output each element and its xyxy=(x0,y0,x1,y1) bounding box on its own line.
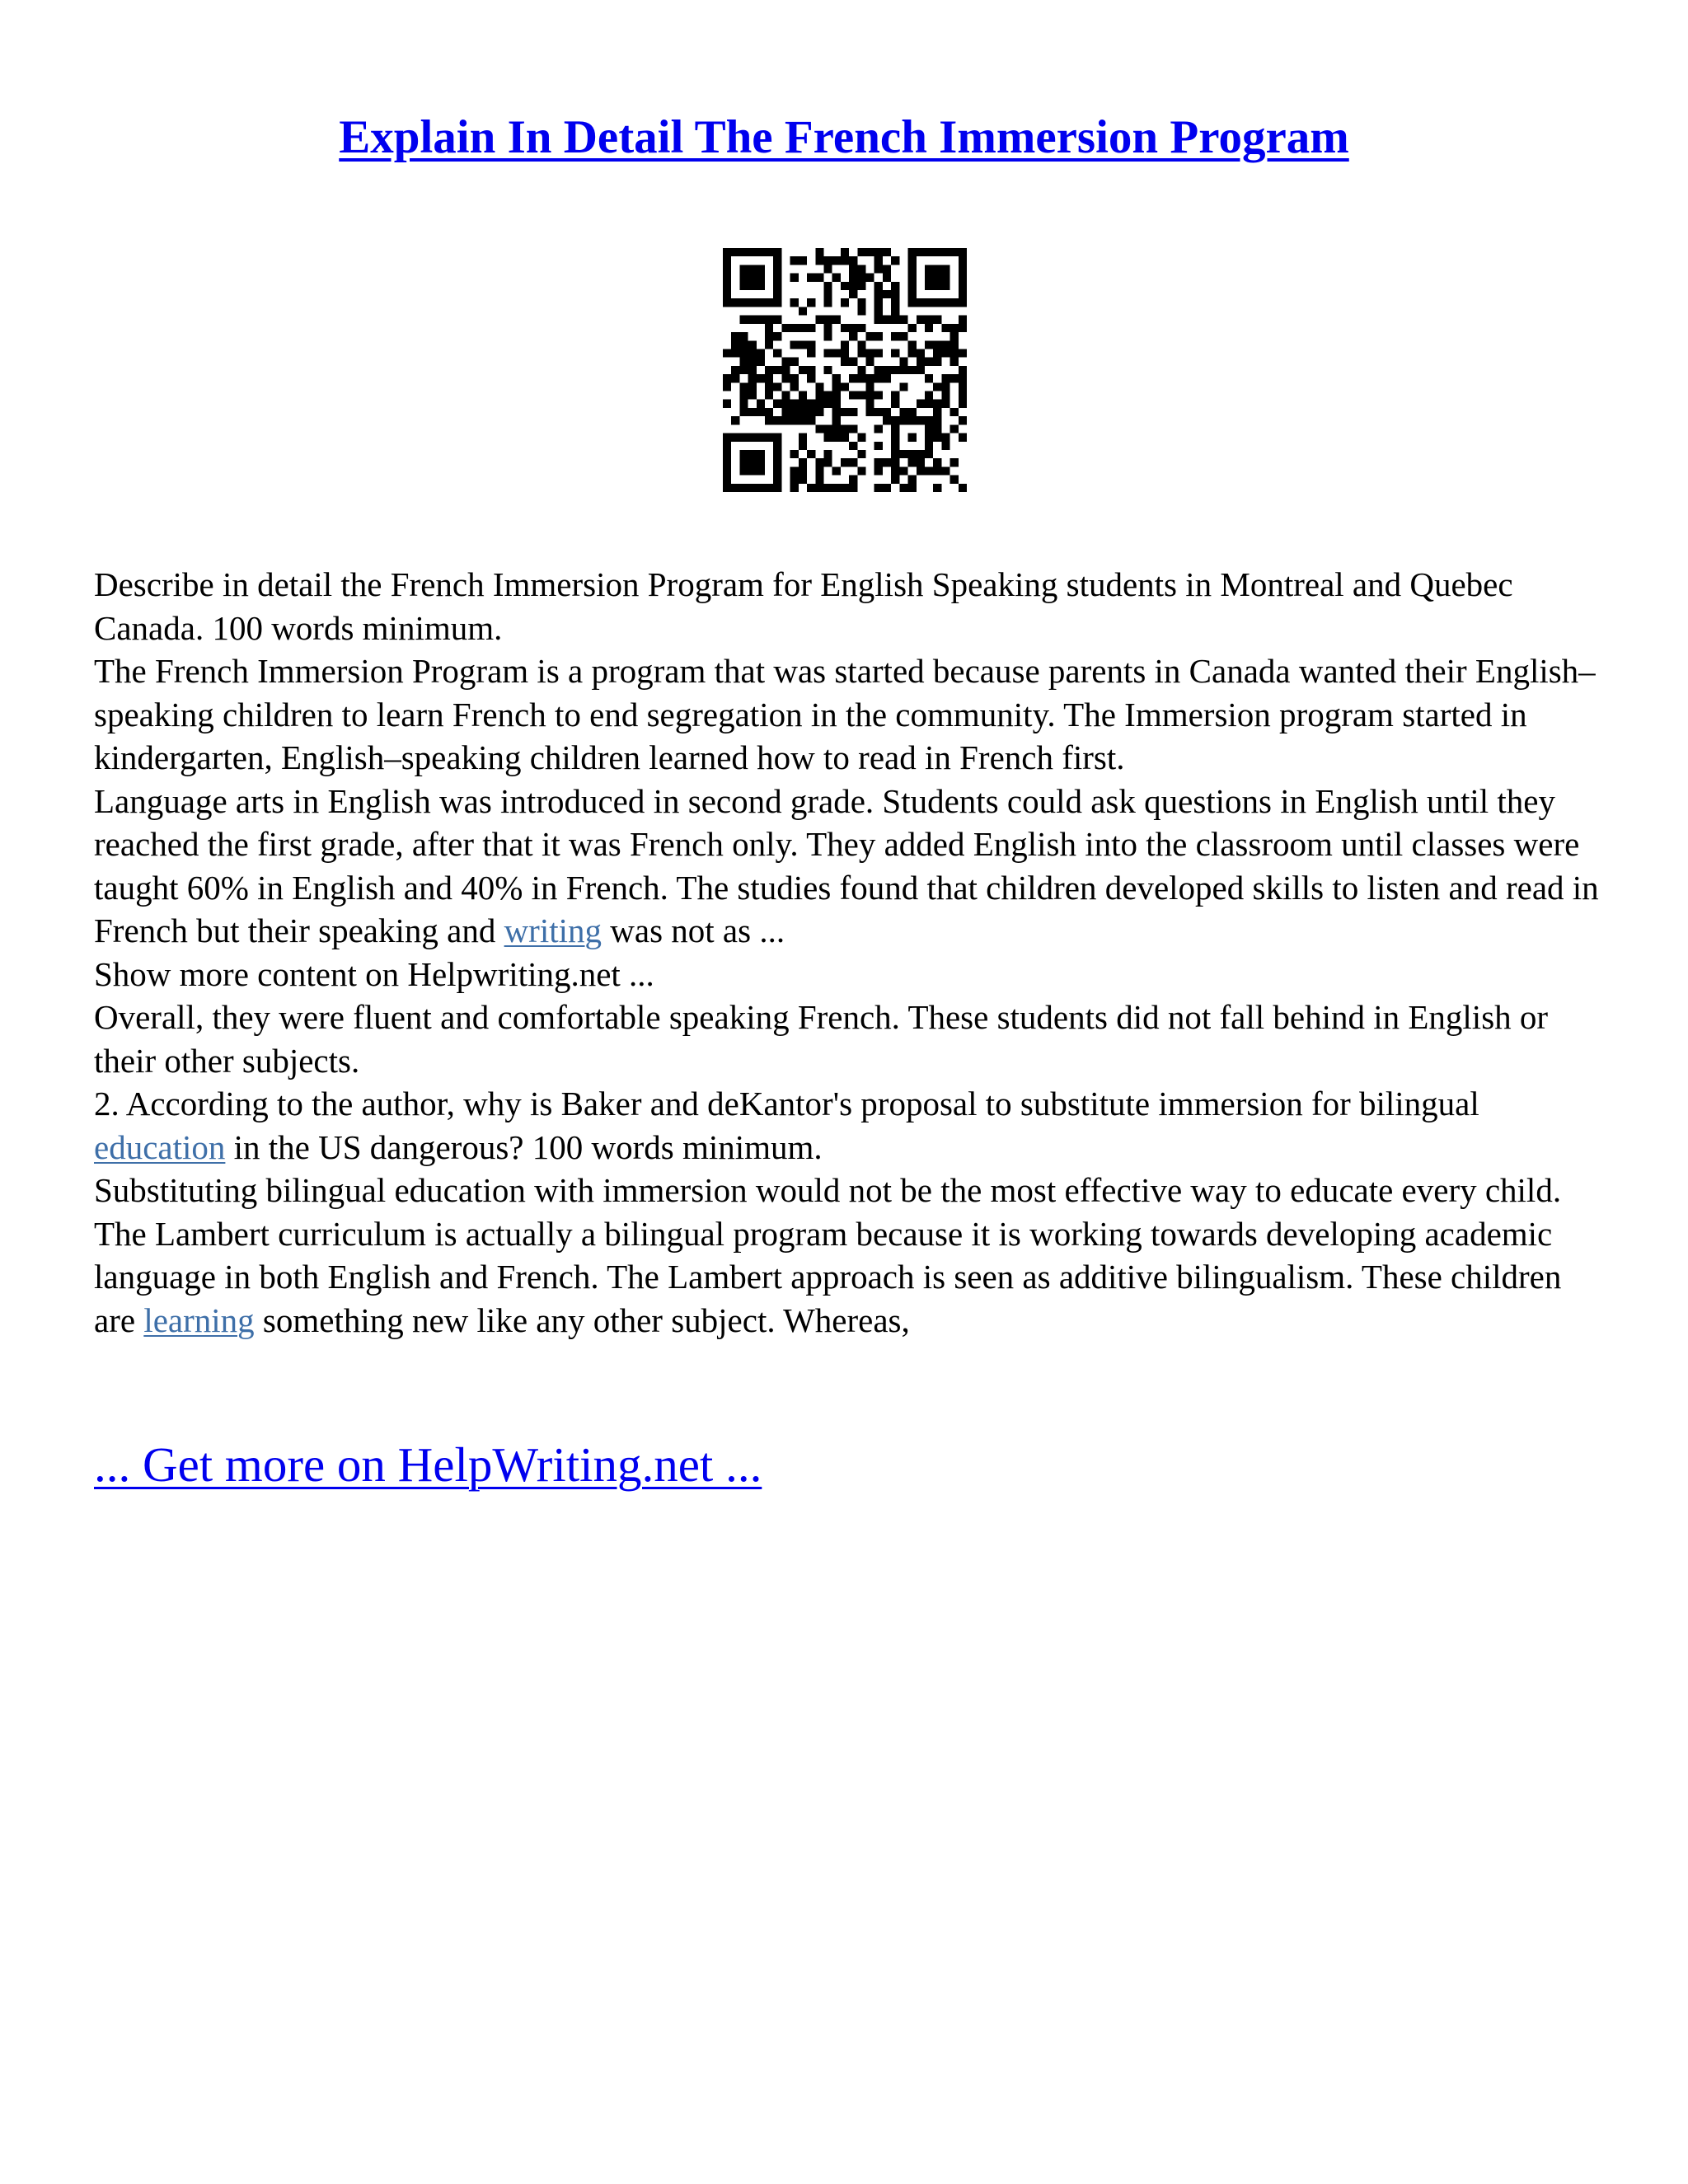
paragraph-text: in the US dangerous? 100 words minimum. xyxy=(225,1127,823,1166)
learning-link[interactable]: learning xyxy=(143,1301,255,1339)
paragraph xyxy=(94,1169,1611,1342)
paragraph xyxy=(94,780,1611,953)
qr-code xyxy=(723,248,967,492)
education-link[interactable]: education xyxy=(94,1127,226,1166)
paragraph xyxy=(94,953,1611,996)
paragraph xyxy=(94,1082,1611,1169)
article-body xyxy=(94,563,1611,1342)
paragraph-text: something new like any other subject. Whereas, xyxy=(254,1301,910,1339)
title-container xyxy=(0,111,1688,163)
paragraph-text: Overall, they were fluent and comfortable speaking French. These students did not fall behind in English or their other subjects. xyxy=(94,998,1549,1080)
paragraph xyxy=(94,996,1611,1082)
paragraph xyxy=(94,649,1611,780)
paragraph-text: Substituting bilingual education with immersion would not be the most effective way to educate every child. The Lambert curriculum is actually a bilingual program because it is working towards developing academic language in both English and French. The Lambert approach is seen as additive bilingualism. These children are xyxy=(94,1171,1562,1339)
page-title-link[interactable]: Explain In Detail The French Immersion Program xyxy=(339,111,1349,163)
paragraph xyxy=(94,563,1611,649)
paragraph-text: The French Immersion Program is a program that was started because parents in Canada wanted their English–speaking children to learn French to end segregation in the community. The Immersion program started in kindergarten, English–speaking children learned how to read in French first. xyxy=(94,652,1596,776)
get-more-link[interactable]: ... Get more on HelpWriting.net ... xyxy=(94,1437,762,1492)
show-more-text: Show more content on Helpwriting.net ... xyxy=(94,954,654,993)
writing-link[interactable]: writing xyxy=(504,912,603,949)
paragraph-text: was not as ... xyxy=(602,912,785,949)
paragraph-text: 2. According to the author, why is Baker and deKantor's proposal to substitute immersion for bilingual xyxy=(94,1085,1479,1122)
paragraph-text: Describe in detail the French Immersion Program for English Speaking students in Montreal and Quebec Canada. 100 words minimum. xyxy=(94,565,1513,647)
paragraph-text: Language arts in English was introduced in second grade. Students could ask questions in English until they reached the first grade, after that it was French only. They added English into the classroom until classes were taught 60% in English and 40% in French. The studies found that children developed skills to listen and read in French but their speaking and xyxy=(94,781,1599,949)
